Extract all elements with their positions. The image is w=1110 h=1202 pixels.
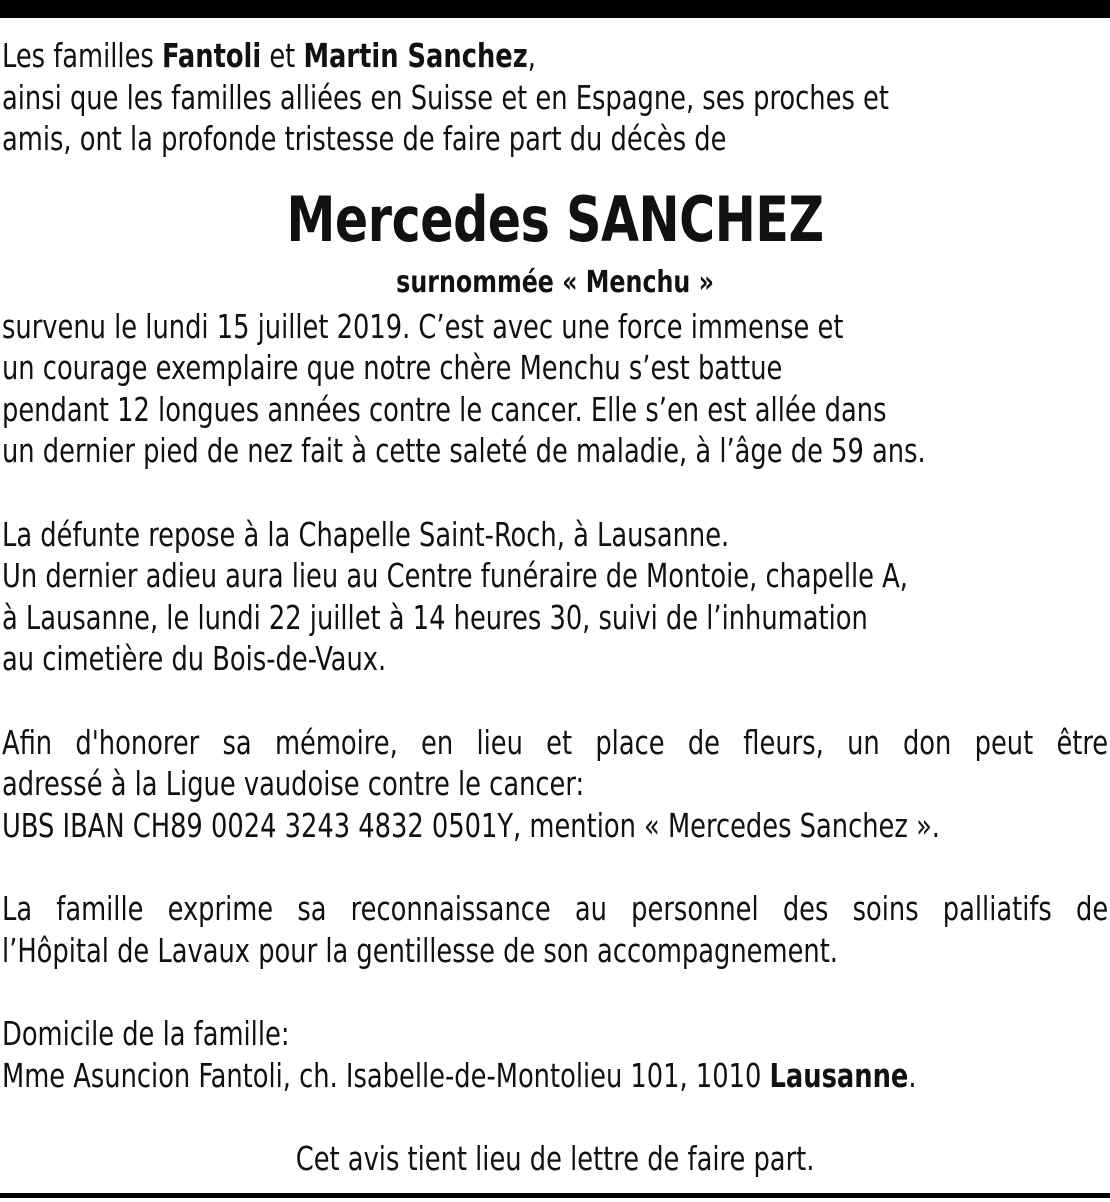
intro-line-1	[2, 36, 1108, 78]
paragraph-gap	[2, 1097, 1108, 1139]
deceased-nickname: surnommée « Menchu »	[396, 264, 714, 300]
death-line-2: un courage exemplaire que notre chère Menchu s’est battue	[2, 349, 783, 387]
paragraph-gap	[2, 681, 1108, 723]
paragraph-gap	[2, 473, 1108, 515]
ceremony-line-4: au cimetière du Bois-de-Vaux.	[2, 640, 387, 678]
address-label: Domicile de la famille:	[2, 1015, 290, 1053]
ceremony-line-1: La défunte repose à la Chapelle Saint-Roch, à Lausanne.	[2, 515, 730, 554]
bottom-rule	[0, 1193, 1110, 1198]
ceremony-line-3: à Lausanne, le lundi 22 juillet à 14 heures 30, suivi de l’inhumation	[2, 598, 868, 637]
thanks-line-1: La famille exprime sa reconnaissance au personnel des soins palliatifs de	[2, 890, 1109, 928]
address-street: Mme Asuncion Fantoli, ch. Isabelle-de-Montolieu 101, 1010	[2, 1056, 770, 1095]
top-rule	[0, 0, 1110, 18]
intro-line-2: ainsi que les familles alliées en Suisse et en Espagne, ses proches et	[2, 78, 889, 117]
address-city: Lausanne	[769, 1056, 909, 1095]
paragraph-gap	[2, 847, 1108, 889]
ceremony-line-2: Un dernier adieu aura lieu au Centre funéraire de Montoie, chapelle A,	[2, 557, 908, 595]
family-name-martin-sanchez: Martin Sanchez	[303, 37, 528, 75]
death-line-3: pendant 12 longues années contre le cancer. Elle s’en est allée dans	[2, 390, 887, 429]
intro-line-3: amis, ont la profonde tristesse de faire part du décès de	[2, 120, 727, 158]
intro-prefix: Les familles	[2, 37, 162, 75]
thanks-line-2: l’Hôpital de Lavaux pour la gentillesse de son accompagnement.	[2, 931, 838, 970]
donation-line-2: adressé à la Ligue vaudoise contre le cancer:	[2, 765, 585, 803]
closing-line: Cet avis tient lieu de lettre de faire part.	[295, 1140, 815, 1178]
address-line	[2, 1056, 1108, 1098]
donation-line-1: Afin d'honorer sa mémoire, en lieu et place de fleurs, un don peut être	[2, 723, 1109, 762]
donation-iban-line: UBS IBAN CH89 0024 3243 4832 0501Y, mention « Mercedes Sanchez ».	[2, 806, 940, 845]
intro-comma: ,	[527, 37, 536, 75]
deceased-name: Mercedes SANCHEZ	[286, 182, 824, 256]
donation-paragraph	[2, 723, 1108, 848]
family-name-fantoli: Fantoli	[161, 37, 262, 75]
death-line-1: survenu le lundi 15 juillet 2019. C’est avec une force immense et	[2, 307, 844, 346]
paragraph-gap	[2, 972, 1108, 1014]
death-line-4: un dernier pied de nez fait à cette saleté de maladie, à l’âge de 59 ans.	[2, 432, 926, 470]
obituary-notice	[2, 36, 1108, 1181]
thanks-paragraph	[2, 889, 1108, 972]
intro-and: et	[261, 37, 304, 75]
address-period: .	[908, 1056, 917, 1095]
